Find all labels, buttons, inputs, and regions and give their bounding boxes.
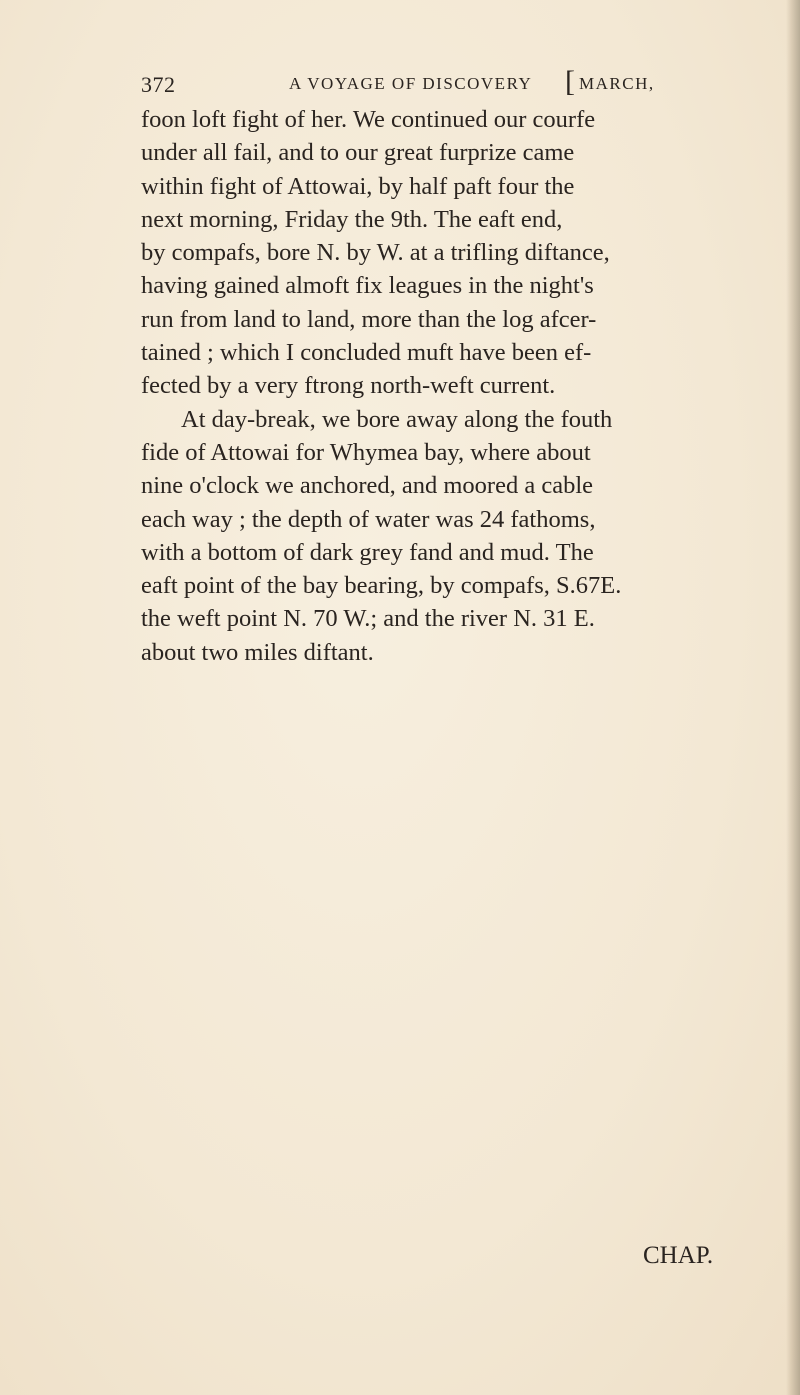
- text-line: about two miles diftant.: [141, 638, 374, 666]
- text-line: At day-break, we bore away along the fouth: [181, 405, 613, 433]
- text-line: by compafs, bore N. by W. at a trifling diftance,: [141, 239, 610, 267]
- text-line: next morning, Friday the 9th. The eaft end,: [141, 205, 563, 233]
- paragraph-1: [141, 103, 741, 403]
- text-line: foon loft fight of her. We continued our courfe: [141, 106, 596, 133]
- text-line: each way ; the depth of water was 24 fathoms,: [141, 505, 596, 533]
- running-header: [141, 65, 659, 102]
- text-line: with a bottom of dark grey fand and mud. The: [141, 538, 594, 566]
- paragraph-2: [141, 403, 741, 669]
- text-line: nine o'clock we anchored, and moored a cable: [141, 472, 594, 500]
- text-line: having gained almoft fix leagues in the night's: [141, 272, 594, 300]
- text-line: tained ; which I concluded muft have been ef-: [141, 339, 592, 367]
- header-date: MARCH,: [579, 74, 655, 93]
- text-line: fected by a very ftrong north-weft current.: [141, 372, 556, 400]
- text-line: under all fail, and to our great furprize came: [141, 139, 575, 167]
- header-bracket: [: [565, 65, 576, 98]
- text-line: within fight of Attowai, by half paft four the: [141, 172, 575, 200]
- text-line: the weft point N. 70 W.; and the river N. 31 E.: [141, 605, 595, 633]
- catchword: CHAP.: [643, 1242, 714, 1269]
- running-title: A VOYAGE OF DISCOVERY: [289, 74, 533, 93]
- text-line: run from land to land, more than the log afcer-: [141, 305, 597, 333]
- text-line: fide of Attowai for Whymea bay, where about: [141, 438, 591, 466]
- body-text: [141, 103, 741, 669]
- page-edge-shadow: [786, 0, 800, 1395]
- text-line: eaft point of the bay bearing, by compafs, S.67E.: [141, 572, 622, 600]
- page-number: 372: [141, 72, 176, 97]
